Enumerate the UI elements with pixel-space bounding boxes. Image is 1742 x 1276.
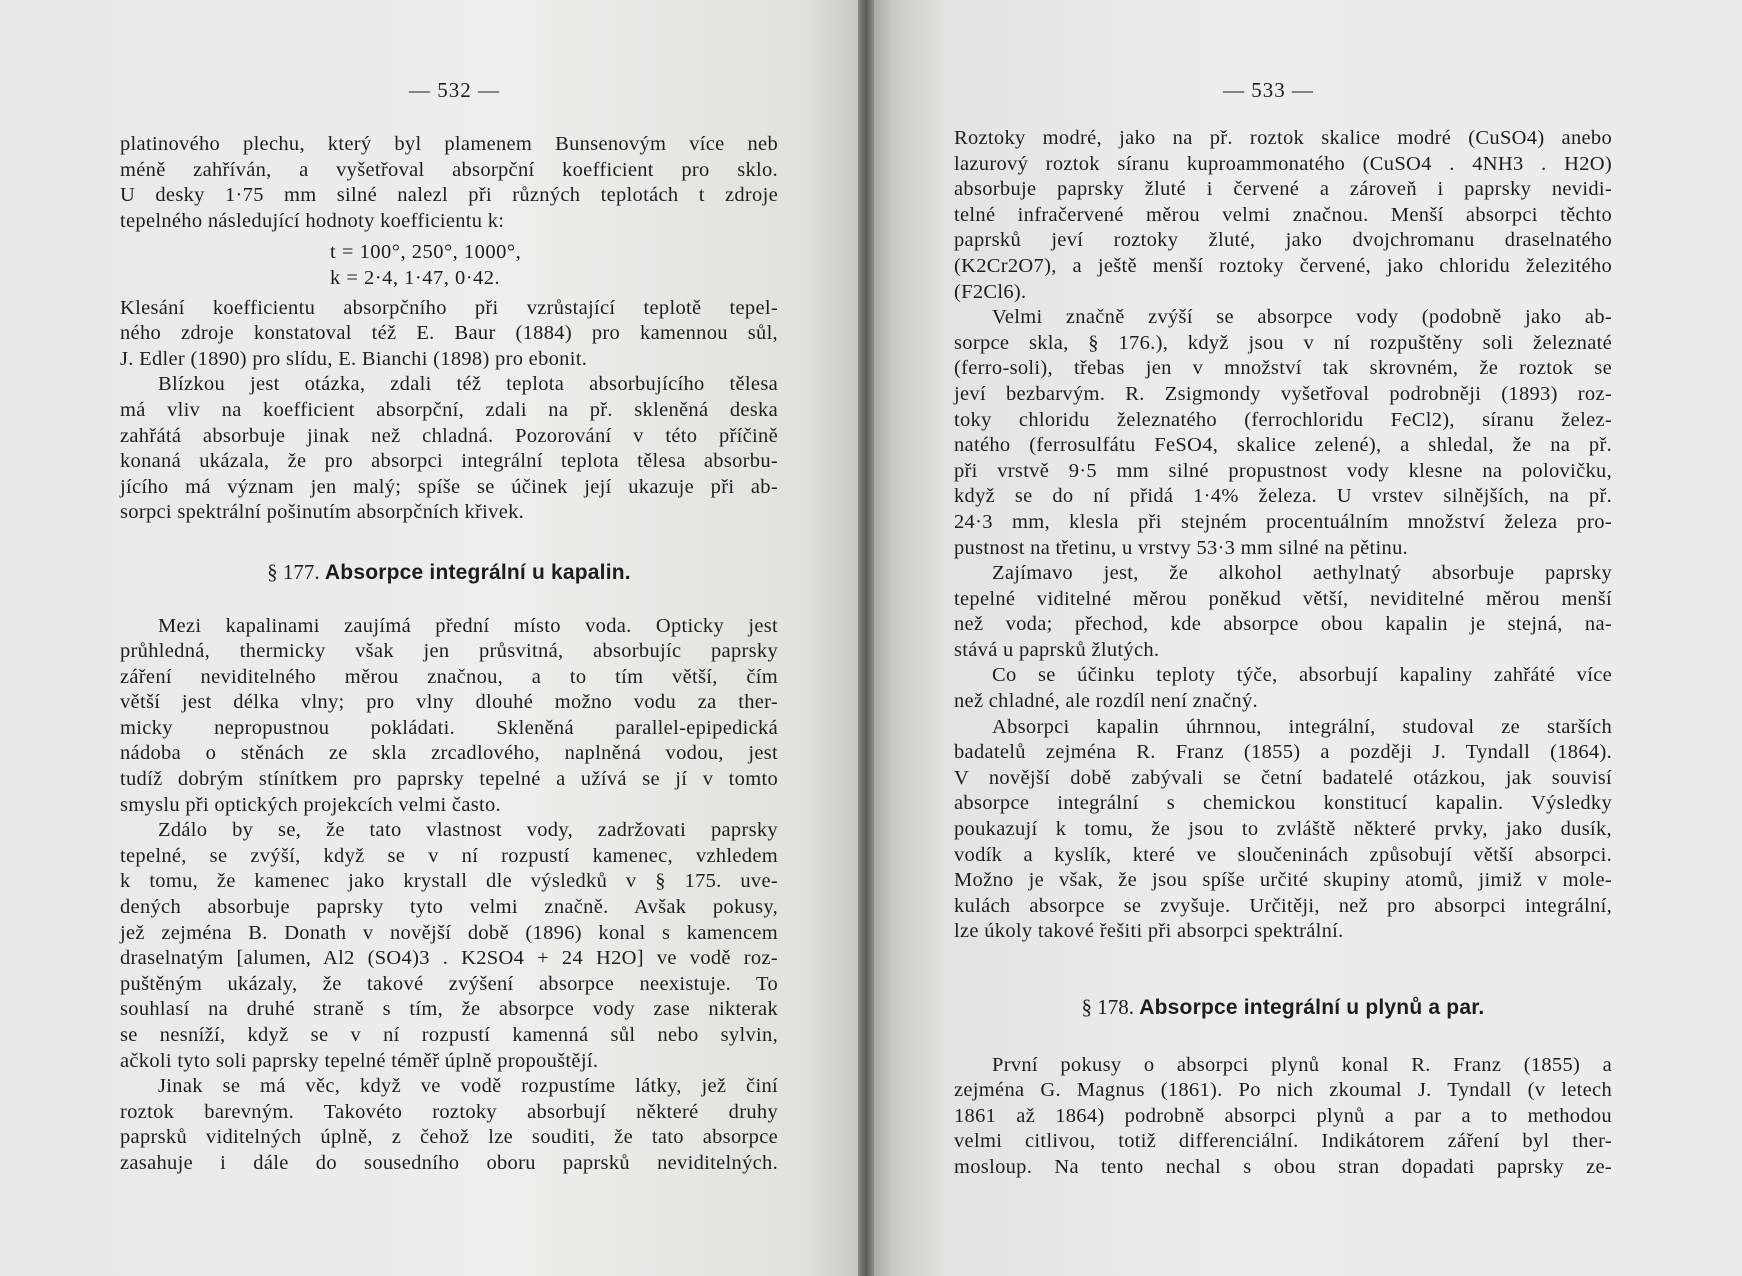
text-line: draselnatým [alumen, Al2 (SO4)3 . K2SO4 + 24 H2O] ve vodě roz-	[120, 947, 778, 970]
text-line: absorbuje paprsky žluté i červené a zároveň i paprsky nevidi-	[954, 178, 1612, 201]
text-line: micky nepropustnou pokládati. Skleněná parallel-epipedická	[120, 716, 778, 739]
text-line: Roztoky modré, jako na př. roztok skalice modré (CuSO4) anebo	[954, 127, 1612, 149]
text-line: natého (ferrosulfátu FeSO4, skalice zelené), a shledal, že na př.	[954, 434, 1612, 457]
text-line: sorpce skla, § 176.), když jsou v ní rozpuštěny soli železnaté	[954, 331, 1612, 354]
text-line: než voda; přechod, kde absorpce obou kapalin je stejná, na-	[954, 613, 1612, 636]
text-line: se nesníží, když se v ní rozpustí kamenná sůl nebo sylvin,	[120, 1024, 778, 1046]
section-number: § 178.	[1081, 995, 1135, 1019]
text-line: pustnost na třetinu, u vrstvy 53·3 mm silné na pětinu.	[954, 536, 1409, 559]
formula-row-t: t = 100°, 250°, 1000°,	[330, 241, 522, 264]
text-line: dených absorbuje paprsky tyto velmi značně. Avšak pokusy,	[120, 896, 778, 919]
text-line: jícího má význam jen malý; spíše se účinek její ukazuje při ab-	[120, 475, 778, 498]
text-line: telné infračervené měrou velmi značnou. Menší absorpci těchto	[954, 203, 1612, 226]
text-line: jeví bezbarvým. R. Zsigmondy vyšetřoval podrobněji (1893) roz-	[954, 382, 1612, 405]
text-line: smyslu při optických projekcích velmi často.	[120, 793, 501, 816]
text-line: V novější době zabývali se četní badatelé otázkou, jak souvisí	[954, 766, 1612, 789]
text-line: platinového plechu, který byl plamenem Bunsenovým více neb	[120, 133, 778, 155]
text-line: tepelné, se zvýší, když se v ní rozpustí kamenec, vzhledem	[120, 844, 778, 867]
text-line: 24·3 mm, klesla při stejném procentuálním množství železa pro-	[954, 510, 1612, 533]
text-line: ného zdroje konstatoval též E. Baur (1884) pro kamennou sůl,	[120, 322, 778, 345]
text-line: (F2Cl6).	[954, 280, 1027, 303]
text-line: při vrstvě 9·5 mm silné propustnost vody klesne na polovičku,	[954, 459, 1612, 482]
text-line: 1861 až 1864) podrobně absorpci plynů a par a to methodou	[954, 1104, 1612, 1127]
text-line: konaná ukázala, že pro absorpci integrální teplota tělesa absorbu-	[120, 450, 778, 473]
text-line: Klesání koefficientu absorpčního při vzrůstající teplotě tepel-	[120, 296, 778, 319]
section-number: § 177.	[267, 559, 320, 584]
text-line: paprsků viditelných úplně, z čehož lze souditi, že tato absorpce	[120, 1126, 778, 1149]
text-line: zahřátá absorbuje jinak než chladná. Pozorování v této příčině	[120, 424, 778, 447]
text-line: Co se účinku teploty týče, absorbují kapaliny zahřáté více	[992, 664, 1612, 687]
left-page	[0, 0, 866, 1276]
text-line: poukazují k tomu, že jsou to zvláště některé prvky, jako dusík,	[954, 818, 1612, 841]
page-number-left: — 532 —	[409, 78, 500, 102]
book-gutter	[858, 0, 874, 1276]
text-line: ačkoli tyto soli paprsky tepelné téměř úplně propouštějí.	[120, 1049, 599, 1072]
text-line: badatelů zejména R. Franz (1855) a později J. Tyndall (1864).	[954, 741, 1612, 764]
text-line: (K2Cr2O7), a ještě menší roztoky červené, jako chloridu železitého	[954, 254, 1612, 277]
text-line: souhlasí na druhé straně s tím, že absorpce vody zase nikterak	[120, 998, 778, 1021]
left-page-text	[120, 132, 778, 1177]
text-line: Možno je však, že jsou spíše určité skupiny atomů, jimiž v mole-	[954, 869, 1612, 892]
text-line: roztok barevným. Takovéto roztoky absorbují některé druhy	[120, 1100, 778, 1123]
right-page	[866, 0, 1742, 1276]
text-line: mosloup. Na tento nechal s obou stran dopadati paprsky ze-	[954, 1155, 1612, 1178]
text-line: lazurový roztok síranu kuproammonatého (CuSO4 . 4NH3 . H2O)	[954, 152, 1612, 175]
text-line: zejména G. Magnus (1861). Po nich zkoumal J. Tyndall (v letech	[954, 1079, 1612, 1102]
text-line: má vliv na koefficient absorpční, zdali na př. skleněná deska	[120, 398, 778, 421]
text-line: U desky 1·75 mm silné nalezl při různých teplotách t zdroje	[120, 184, 778, 207]
text-line: než chladné, ale rozdíl není značný.	[954, 690, 1258, 713]
text-line: paprsků jeví roztoky žluté, jako dvojchromanu draselnatého	[954, 229, 1612, 252]
text-line: Velmi značně zvýší se absorpce vody (podobně jako ab-	[992, 306, 1612, 329]
text-line: vodík a kyslík, které ve sloučeninách způsobují větší absorpci.	[954, 843, 1612, 866]
text-line: Zajímavo jest, že alkohol aethylnatý absorbuje paprsky	[992, 562, 1612, 585]
text-line: toky chloridu železnatého (ferrochloridu FeCl2), síranu želez-	[954, 408, 1612, 431]
text-line: méně zahříván, a vyšetřoval absorpční koefficient pro sklo.	[120, 158, 778, 181]
text-line: tepelné viditelné měrou poněkud větší, neviditelné měrou menší	[954, 587, 1612, 610]
text-line: Absorpci kapalin úhrnnou, integrální, studoval ze starších	[992, 715, 1612, 738]
page-number-right: — 533 —	[1223, 78, 1314, 102]
text-line: jež zejména B. Donath v novější době (1896) konal s kamencem	[120, 921, 778, 944]
text-line: k tomu, že kamenec jako krystall dle výsledků v § 175. uve-	[120, 870, 778, 893]
text-line: Blízkou jest otázka, zdali též teplota absorbujícího tělesa	[158, 373, 778, 396]
text-line: kulách absorpce se zvyšuje. Určitěji, než pro absorpci integrální,	[954, 894, 1612, 917]
section-title: Absorpce integrální u kapalin.	[324, 560, 631, 584]
text-line: velmi citlivou, totiž differenciální. Indikátorem záření byl ther-	[954, 1130, 1612, 1153]
text-line: zasahuje i dále do sousedního oboru paprsků neviditelných.	[120, 1151, 778, 1174]
text-line: nádoba o stěnách ze skla zrcadlového, naplněná vodou, jest	[120, 742, 778, 765]
section-heading-177	[120, 560, 778, 586]
section-heading-178	[954, 995, 1612, 1021]
text-line: tudíž dobrým stínítkem pro paprsky tepelné a užívá se jí v tomto	[120, 768, 778, 791]
text-line: Mezi kapalinami zaujímá přední místo voda. Opticky jest	[158, 614, 778, 637]
section-title: Absorpce integrální u plynů a par.	[1139, 996, 1485, 1019]
text-line: když se do ní přidá 1·4% železa. U vrstev silnějších, na př.	[954, 485, 1612, 508]
text-line: absorpce integrální s chemickou konstitucí kapalin. Výsledky	[954, 792, 1612, 815]
text-line: záření neviditelného měrou značnou, a to tím větší, čím	[120, 665, 778, 688]
text-line: Jinak se má věc, když ve vodě rozpustíme látky, jež činí	[158, 1075, 778, 1098]
text-line: sorpci spektrální pošinutím absorpčních křivek.	[120, 501, 525, 524]
text-line: puštěným ukázaly, že takové zvýšení absorpce neexistuje. To	[120, 972, 778, 995]
text-line: větší jest délka vlny; pro vlny dlouhé možno vodu za ther-	[120, 691, 778, 714]
formula-row-k: k = 2·4, 1·47, 0·42.	[330, 266, 501, 289]
text-line: průhledná, thermicky však jen průsvitná, absorbujíc paprsky	[120, 640, 778, 663]
text-line: tepelného následující hodnoty koefficientu k:	[120, 209, 505, 232]
right-page-text	[954, 126, 1612, 1181]
text-line: J. Edler (1890) pro slídu, E. Bianchi (1898) pro ebonit.	[120, 347, 588, 370]
text-line: stává u paprsků žlutých.	[954, 638, 1160, 661]
formula-table	[120, 240, 778, 291]
text-line: (ferro-soli), třebas jen v množství tak skrovném, že roztok se	[954, 357, 1612, 380]
text-line: První pokusy o absorpci plynů konal R. Franz (1855) a	[992, 1053, 1612, 1076]
text-line: lze úkoly takové řešiti při absorpci spektrální.	[954, 920, 1344, 943]
text-line: Zdálo by se, že tato vlastnost vody, zadržovati paprsky	[158, 819, 778, 842]
